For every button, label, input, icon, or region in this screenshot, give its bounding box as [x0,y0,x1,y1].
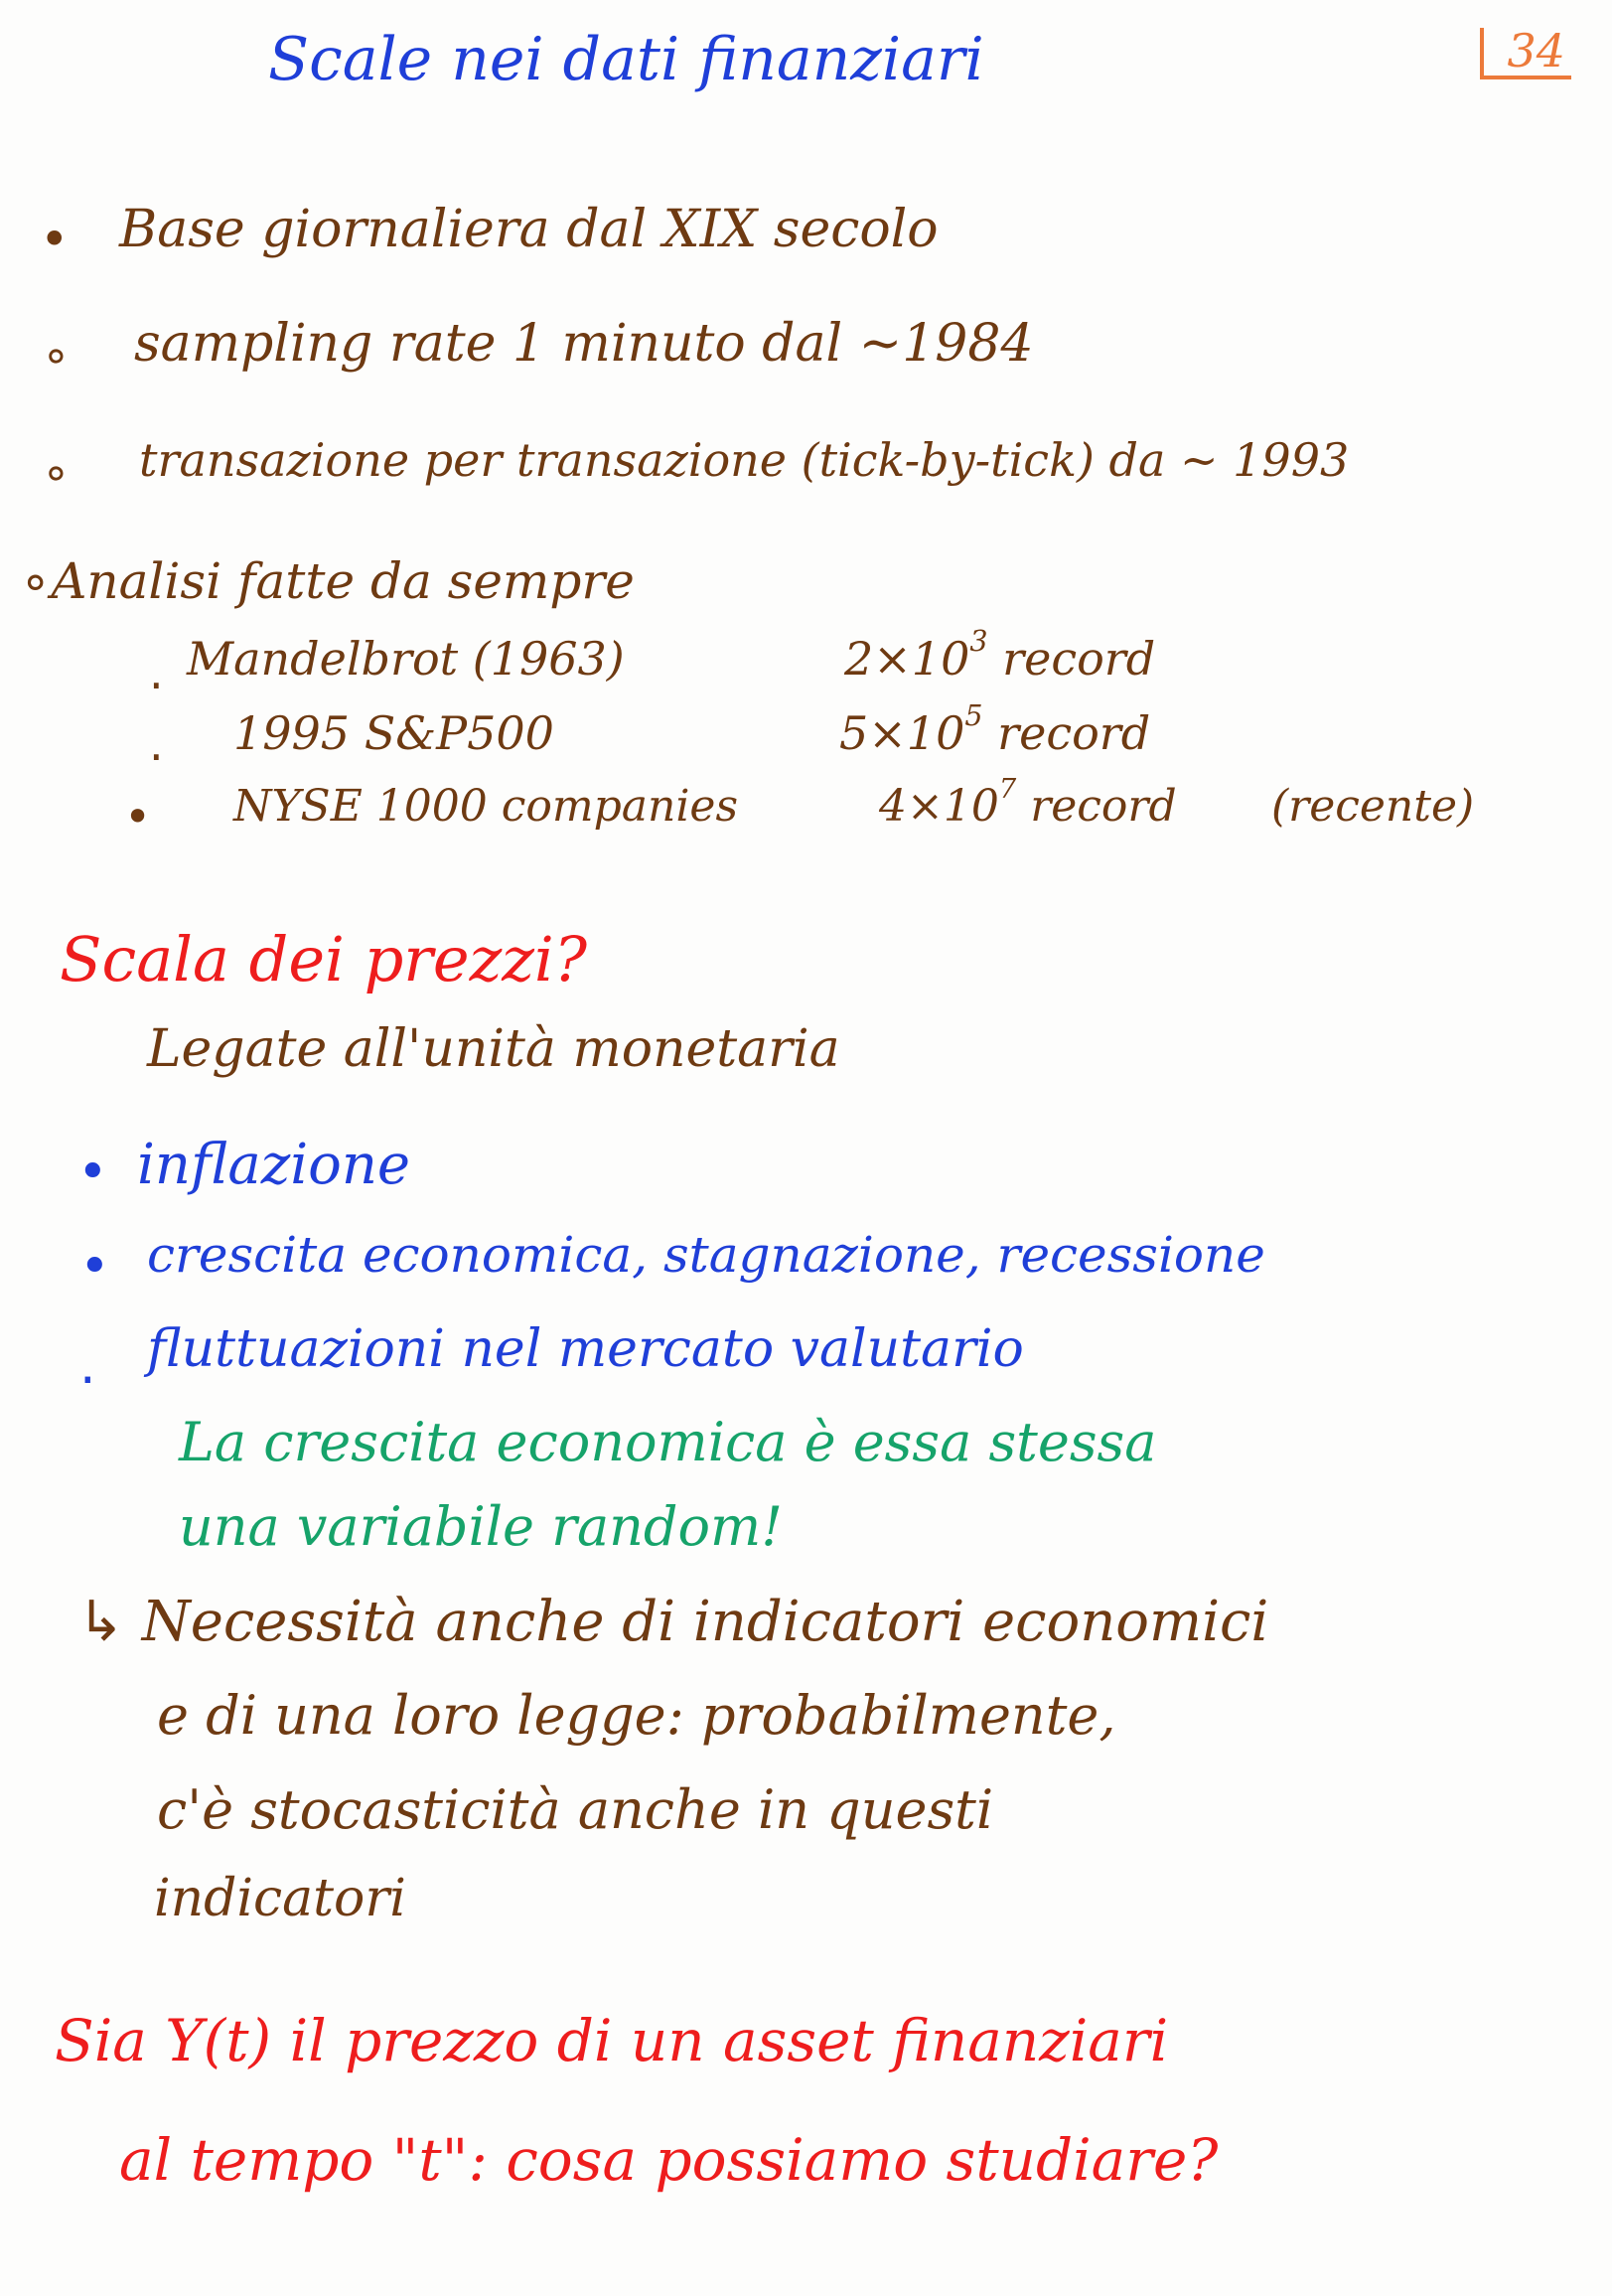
value-mantissa: 2×10 [844,632,970,686]
price-scale-question: Scala dei prezzi? [60,923,587,995]
analysis-heading-text: Analisi fatte da sempre [51,552,635,610]
bullet-dot: ∘ [42,328,71,382]
value-mantissa: 5×10 [839,706,965,760]
price-factor-item: inflazione [137,1133,411,1197]
arrow-icon: ↳ [77,1590,124,1654]
price-factor-item: crescita economica, stagnazione, recessione [147,1226,1265,1284]
analysis-value [844,624,1156,686]
bullet-dot: . [149,646,164,699]
bullet-dot: ∘ [42,445,71,499]
final-statement: al tempo "t": cosa possiamo studiare? [119,2126,1219,2194]
bullet-dot: • [124,790,152,843]
economic-growth-note: una variabile random! [179,1495,783,1558]
analysis-heading [20,552,635,610]
value-mantissa: 4×10 [879,781,999,832]
data-source-item: Base giornaliera dal XIX secolo [119,200,939,259]
value-exponent: 5 [964,698,983,732]
page-title: Scale nei dati finanziari [268,25,984,94]
value-unit: record [1030,781,1177,832]
data-source-item: sampling rate 1 minuto dal ~1984 [134,314,1034,374]
data-source-item: transazione per transazione (tick-by-tick) da ~ 1993 [139,433,1350,487]
consequence-line: c'è stocasticità anche in questi [157,1778,994,1841]
bullet-dot: • [40,211,70,268]
bullet-dot: . [149,717,164,771]
page-number: 34 [1480,28,1571,79]
price-factor-item: fluttuazioni nel mercato valutario [147,1319,1024,1379]
analysis-label: Mandelbrot (1963) [187,632,625,686]
bullet-dot: • [79,1237,110,1297]
consequence-line [77,1590,1269,1654]
analysis-value [839,698,1151,760]
value-unit: record [1002,632,1156,686]
value-unit: record [997,706,1151,760]
analysis-label: 1995 S&P500 [233,706,554,760]
consequence-line: indicatori [154,1869,406,1928]
bullet-dot: . [79,1336,96,1396]
price-scale-subtitle: Legate all'unità monetaria [147,1019,840,1079]
consequence-text: Necessità anche di indicatori economici [141,1590,1269,1654]
analysis-value [879,773,1177,832]
value-exponent: 3 [969,624,988,658]
final-statement: Sia Y(t) il prezzo di un asset finanziari [55,2007,1169,2074]
analysis-label: NYSE 1000 companies [233,781,739,832]
value-exponent: 7 [998,773,1017,805]
analysis-note: (recente) [1271,781,1475,832]
economic-growth-note: La crescita economica è essa stessa [179,1411,1157,1473]
bullet-dot: ∘ [20,552,52,610]
bullet-dot: • [77,1143,108,1202]
consequence-line: e di una loro legge: probabilmente, [157,1684,1116,1747]
